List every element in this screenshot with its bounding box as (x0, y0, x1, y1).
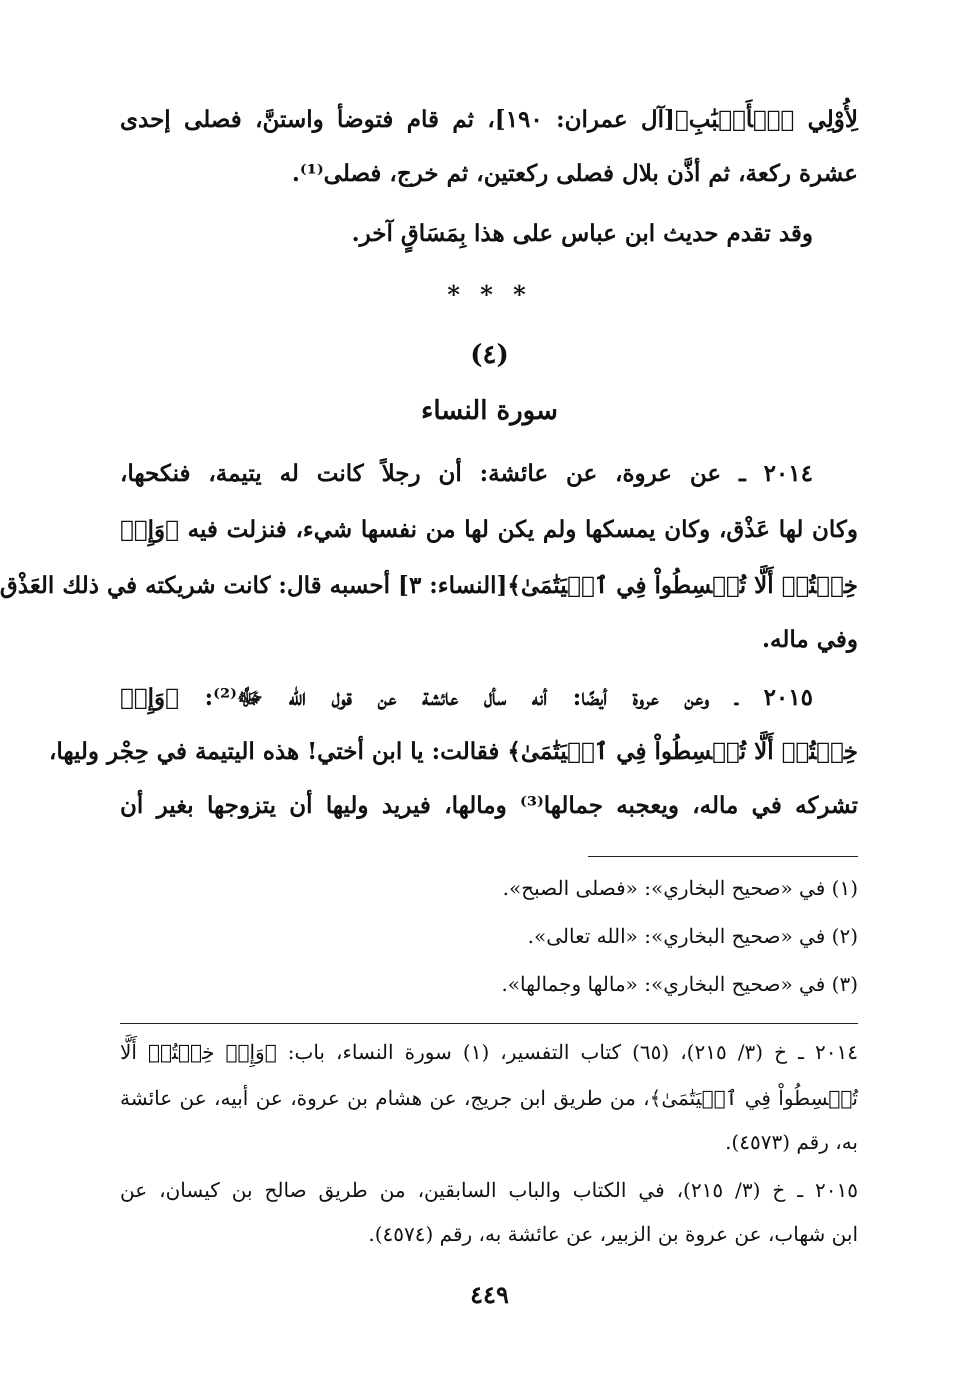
body-line-3: وقد تقدم حديث ابن عباس على هذا بِمَسَاقٍ آخر. (351, 220, 813, 247)
section-separator: * * * (447, 280, 532, 309)
hadith-2015-line-2: خِفۡتُمۡ أَلَّا تُقۡسِطُواْ فِي ٱلۡيَتَٰمَىٰ﴾ فقالت: يا ابن أختي! هذه اليتيمة في حِجْر وليها، (48, 738, 858, 765)
takhrij-rule (120, 1023, 858, 1024)
section-title: سورة النساء (421, 396, 558, 426)
hadith-2014-line-1: ٢٠١٤ ـ عن عروة، عن عائشة: أن رجلاً كانت له يتيمة، فنكحها، (120, 460, 813, 487)
body-line-1: لِأُوْلِي ٱلۡأَلۡبَٰبِ﴾[آل عمران: ١٩٠]، ثم قام فتوضأ واستنَّ، فصلى إحدى (120, 106, 858, 133)
footnote-1: (١) في «صحيح البخاري»: «فصلى الصبح». (502, 876, 858, 900)
page-number: ٤٤٩ (470, 1280, 509, 1309)
takhrij-2014-line-3: به، رقم (٤٥٧٣). (725, 1130, 858, 1154)
section-number: (٤) (470, 340, 509, 370)
footnote-2: (٢) في «صحيح البخاري»: «الله تعالى». (527, 924, 858, 948)
footnote-3: (٣) في «صحيح البخاري»: «مالها وجمالها». (501, 972, 858, 996)
body-line-2: عشرة ركعة، ثم أذَّن بلال فصلى ركعتين، ثم خرج، فصلى⁽¹⁾. (291, 160, 858, 187)
takhrij-2015-line-2: ابن شهاب، عن عروة بن الزبير، عن عائشة به، رقم (٤٥٧٤). (368, 1222, 858, 1246)
hadith-2015-line-1: ٢٠١٥ ـ وعن عروة أيضًا: أنه سأل عائشة عن قول الله ﷻ⁽²⁾: ﴿وَإِنۡ (120, 684, 813, 711)
hadith-2014-line-3: خِفۡتُمۡ أَلَّا تُقۡسِطُواْ فِي ٱلۡيَتَٰمَىٰ﴾[النساء: ٣] أحسبه قال: كانت شريكته في ذلك العَذْق (0, 572, 858, 599)
takhrij-2014-line-2: تُقۡسِطُواْ فِي ٱلۡيَتَٰمَىٰ﴾، من طريق ابن جريج، عن هشام بن عروة، عن أبيه، عن عائشة (120, 1086, 858, 1110)
hadith-2014-line-2: وكان لها عَذْق، وكان يمسكها ولم يكن لها من نفسها شيء، فنزلت فيه ﴿وَإِنۡ (120, 516, 858, 543)
takhrij-2014-line-1: ٢٠١٤ ـ خ (٣/ ٢١٥)، (٦٥) كتاب التفسير، (١) سورة النساء، باب: ﴿وَإِنۡ خِفۡتُمۡ أَلَّا (120, 1040, 858, 1064)
hadith-2015-line-3: تشركه في ماله، ويعجبه جمالها⁽³⁾ ومالها، فيريد وليها أن يتزوجها بغير أن (120, 792, 859, 819)
footnote-rule (588, 856, 858, 857)
hadith-2014-line-4: وفي ماله. (762, 626, 858, 653)
takhrij-2015-line-1: ٢٠١٥ ـ خ (٣/ ٢١٥)، في الكتاب والباب السابقين، من طريق صالح بن كيسان، عن (120, 1178, 859, 1202)
